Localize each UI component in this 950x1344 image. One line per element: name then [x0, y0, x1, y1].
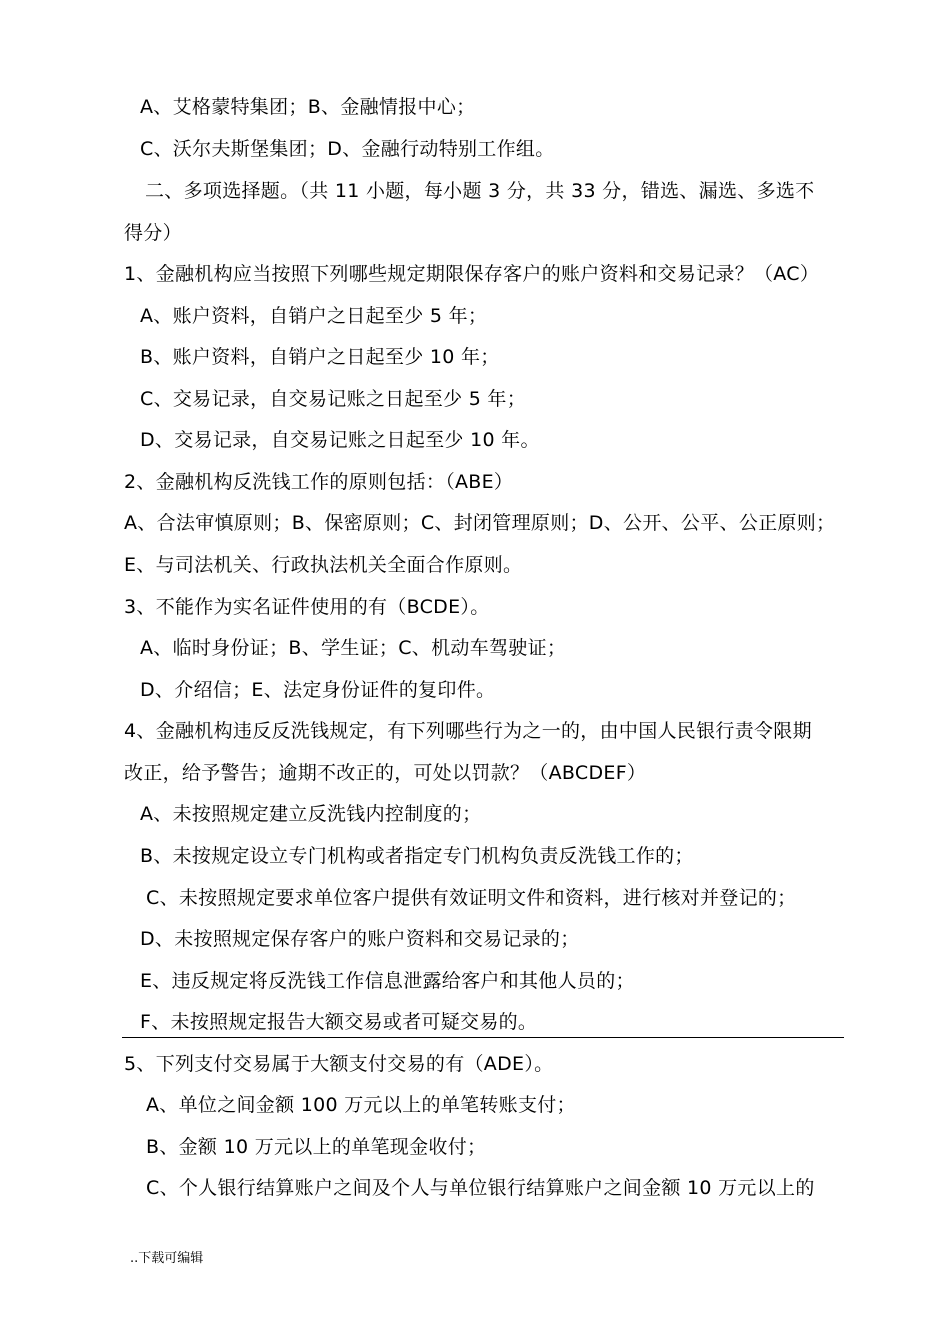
q4-option-c: C、未按照规定要求单位客户提供有效证明文件和资料，进行核对并登记的；	[146, 887, 797, 909]
horizontal-divider	[122, 1037, 844, 1038]
section-heading: 二、多项选择题。（共 11 小题，每小题 3 分，共 33 分，错选、漏选、多选不	[145, 180, 815, 202]
question-2: 2、金融机构反洗钱工作的原则包括：（ABE）	[124, 471, 514, 493]
text-line-1: A、艾格蒙特集团；B、金融情报中心；	[140, 96, 476, 118]
q4-option-f: F、未按照规定报告大额交易或者可疑交易的。	[140, 1011, 538, 1033]
q3-options-a-c: A、临时身份证；B、学生证；C、机动车驾驶证；	[140, 637, 567, 659]
q4-option-d: D、未按照规定保存客户的账户资料和交易记录的；	[140, 928, 580, 950]
q4-option-e: E、违反规定将反洗钱工作信息泄露给客户和其他人员的；	[140, 970, 635, 992]
q4-option-b: B、未按规定设立专门机构或者指定专门机构负责反洗钱工作的；	[140, 845, 694, 867]
question-1: 1、金融机构应当按照下列哪些规定期限保存客户的账户资料和交易记录？（AC）	[124, 263, 820, 285]
question-4: 4、金融机构违反反洗钱规定，有下列哪些行为之一的，由中国人民银行责令限期	[124, 720, 812, 742]
q3-options-d-e: D、介绍信；E、法定身份证件的复印件。	[140, 679, 496, 701]
question-3: 3、不能作为实名证件使用的有（BCDE）。	[124, 596, 490, 618]
q1-option-d: D、交易记录，自交易记账之日起至少 10 年。	[140, 429, 540, 451]
text-line-2: C、沃尔夫斯堡集团；D、金融行动特别工作组。	[140, 138, 555, 160]
page-footer: ..下载可编辑	[130, 1251, 204, 1266]
q4-option-a: A、未按照规定建立反洗钱内控制度的；	[140, 803, 482, 825]
q1-option-c: C、交易记录，自交易记账之日起至少 5 年；	[140, 388, 527, 410]
q1-option-a: A、账户资料，自销户之日起至少 5 年；	[140, 305, 488, 327]
section-heading-cont: 得分）	[124, 222, 182, 244]
q1-option-b: B、账户资料，自销户之日起至少 10 年；	[140, 346, 500, 368]
q5-option-a: A、单位之间金额 100 万元以上的单笔转账支付；	[146, 1094, 576, 1116]
q5-option-c: C、个人银行结算账户之间及个人与单位银行结算账户之间金额 10 万元以上的	[146, 1177, 815, 1199]
q2-option-e: E、与司法机关、行政执法机关全面合作原则。	[124, 554, 523, 576]
question-4-cont: 改正，给予警告；逾期不改正的，可处以罚款？（ABCDEF）	[124, 762, 647, 784]
q2-options-a-d: A、合法审慎原则；B、保密原则；C、封闭管理原则；D、公开、公平、公正原则；	[124, 512, 836, 534]
q5-option-b: B、金额 10 万元以上的单笔现金收付；	[146, 1136, 487, 1158]
question-5: 5、下列支付交易属于大额支付交易的有（ADE）。	[124, 1053, 554, 1075]
